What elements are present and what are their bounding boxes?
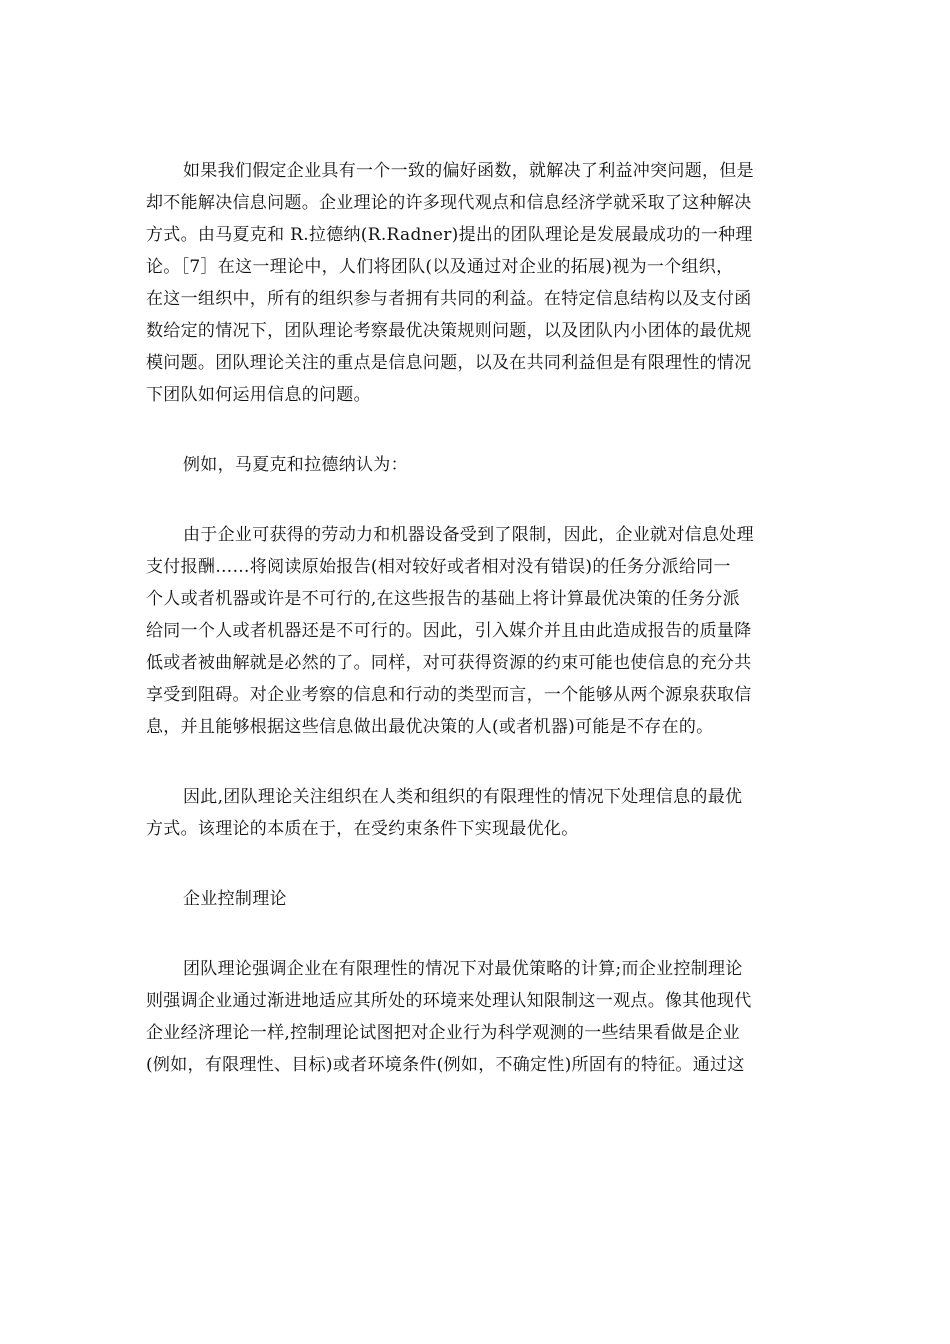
section-heading-text: 企业控制理论 — [183, 889, 287, 909]
text-line: 方式。该理论的本质在于，在受约束条件下实现最优化。 — [146, 819, 579, 839]
text-line: 在这一组织中，所有的组织参与者拥有共同的利益。在特定信息结构以及支付函 — [146, 289, 752, 309]
text-line: 方式。由马夏克和 R.拉德纳(R.Radner)提出的团队理论是发展最成功的一种理 — [146, 225, 753, 245]
paragraph-team-theory-conclusion — [146, 781, 810, 845]
text-line: 团队理论强调企业在有限理性的情况下对最优策略的计算;而企业控制理论 — [183, 959, 743, 979]
text-line: 由于企业可获得的劳动力和机器设备受到了限制，因此，企业就对信息处理 — [183, 525, 754, 545]
text-line: 数给定的情况下，团队理论考察最优决策规则问题，以及团队内小团体的最优规 — [146, 321, 752, 341]
text-line: 则强调企业通过渐进地适应其所处的环境来处理认知限制这一观点。像其他现代 — [146, 991, 752, 1011]
text-line: 企业经济理论一样,控制理论试图把对企业行为科学观测的一些结果看做是企业 — [146, 1023, 740, 1043]
paragraph-control-theory — [146, 953, 810, 1081]
text-line: 论。［7］在这一理论中，人们将团队(以及通过对企业的拓展)视为一个组织， — [146, 257, 734, 277]
text-line: 因此,团队理论关注组织在人类和组织的有限理性的情况下处理信息的最优 — [183, 787, 743, 807]
paragraph-quotation — [146, 519, 810, 743]
paragraph-team-theory-intro — [146, 155, 810, 411]
text-line: 如果我们假定企业具有一个一致的偏好函数，就解决了利益冲突问题，但是 — [183, 161, 754, 181]
text-line: 却不能解决信息问题。企业理论的许多现代观点和信息经济学就采取了这种解决 — [146, 193, 752, 213]
text-line: 模问题。团队理论关注的重点是信息问题，以及在共同利益但是有限理性的情况 — [146, 353, 752, 373]
text-line: 息，并且能够根据这些信息做出最优决策的人(或者机器)可能是不存在的。 — [146, 717, 714, 737]
text-line: 支付报酬……将阅读原始报告(相对较好或者相对没有错误)的任务分派给同一 — [146, 557, 731, 577]
text-line: 低或者被曲解就是必然的了。同样，对可获得资源的约束可能也使信息的充分共 — [146, 653, 752, 673]
text-line: 给同一个人或者机器还是不可行的。因此，引入媒介并且由此造成报告的质量降 — [146, 621, 752, 641]
text-line: 下团队如何运用信息的问题。 — [146, 385, 371, 405]
section-heading — [146, 883, 810, 915]
document-page — [146, 155, 810, 1081]
paragraph-example-lead — [146, 449, 810, 481]
text-line: 享受到阻碍。对企业考察的信息和行动的类型而言，一个能够从两个源泉获取信 — [146, 685, 752, 705]
text-line: (例如，有限理性、目标)或者环境条件(例如，不确定性)所固有的特征。通过这 — [146, 1055, 745, 1075]
text-line: 个人或者机器或许是不可行的,在这些报告的基础上将计算最优决策的任务分派 — [146, 589, 740, 609]
text-line: 例如，马夏克和拉德纳认为： — [183, 455, 408, 475]
